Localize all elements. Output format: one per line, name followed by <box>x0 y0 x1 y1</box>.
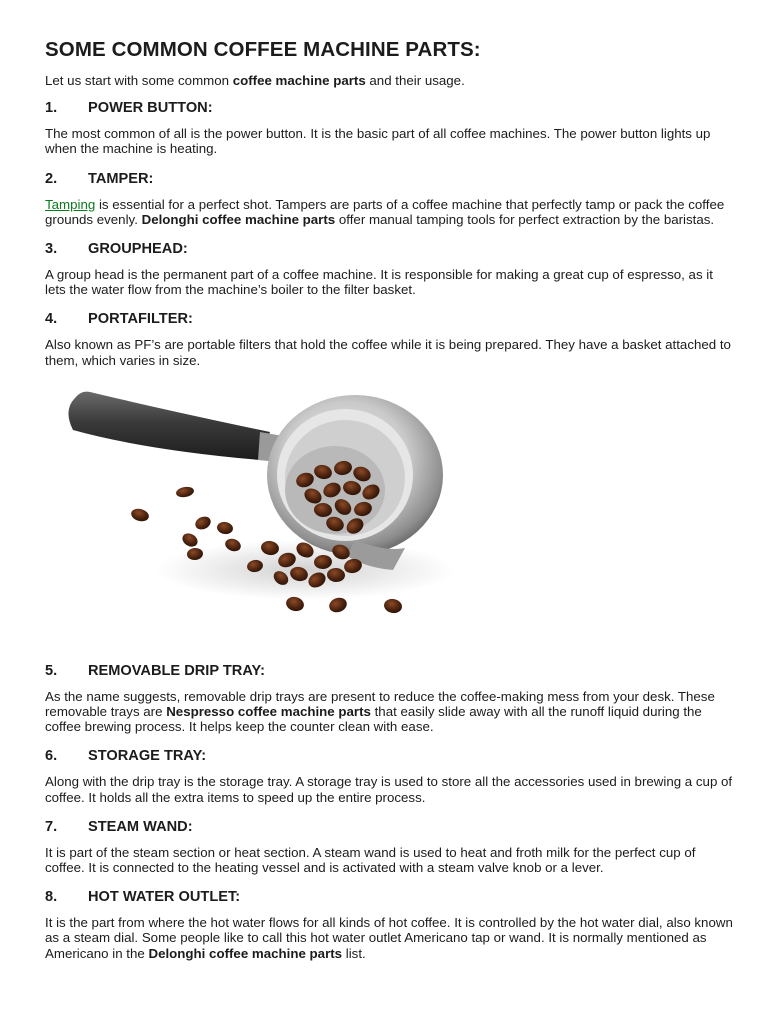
section-bold: Nespresso coffee machine parts <box>166 704 371 720</box>
section-number: 5. <box>45 662 58 679</box>
section-text: It is the part from where the hot water flows for all kinds of hot coffee. It is controlled by the hot water dial, also known as a steam dial. Some people like to call this hot water outlet Americano tap or wand. It is normally mentioned as Americano in the <box>45 915 733 961</box>
section-title: STEAM WAND: <box>88 818 193 835</box>
section-title: TAMPER: <box>88 170 154 187</box>
tamping-link[interactable]: Tamping <box>45 196 96 212</box>
page-title: SOME COMMON COFFEE MACHINE PARTS: <box>45 38 481 61</box>
section-body-power-button: The most common of all is the power button. It is the basic part of all coffee machines. The power button lights up when the machine is heating. <box>45 126 711 157</box>
section-heading-storage-tray <box>45 748 735 764</box>
section-heading-steam-wand <box>45 819 735 835</box>
section-title: STORAGE TRAY: <box>88 748 207 765</box>
section-body-storage-tray: Along with the drip tray is the storage tray. A storage tray is used to store all the accessories used in brewing a cup of coffee. It holds all the extra items to speed up the entire process. <box>45 774 733 805</box>
section-heading-portafilter <box>45 311 735 327</box>
section-number: 7. <box>45 818 58 835</box>
section-text: is essential for a perfect shot. Tampers are parts of a coffee machine that perfectly tamp or pack the coffee grounds evenly. <box>45 196 725 227</box>
document-page <box>45 38 735 975</box>
section-number: 3. <box>45 241 58 258</box>
section-title: POWER BUTTON: <box>88 100 213 117</box>
portafilter-illustration <box>55 380 515 642</box>
section-text: offer manual tamping tools for perfect extraction by the baristas. <box>335 211 715 227</box>
section-text: that easily slide away with all the runoff liquid during the coffee brewing process. It helps keep the counter clean with ease. <box>45 704 702 735</box>
section-text: list. <box>342 945 366 961</box>
intro-text: Let us start with some common <box>45 73 233 88</box>
section-title: GROUPHEAD: <box>88 241 188 258</box>
section-heading-grouphead <box>45 241 735 257</box>
intro-text-end: and their usage. <box>365 73 465 88</box>
intro-bold: coffee machine parts <box>232 73 366 88</box>
portafilter-photo <box>55 380 515 642</box>
section-heading-removable-drip-tray <box>45 663 735 679</box>
section-number: 2. <box>45 170 58 187</box>
section-title: HOT WATER OUTLET: <box>88 889 241 906</box>
section-body-grouphead: A group head is the permanent part of a coffee machine. It is responsible for making a great cup of espresso, as it lets the water flow from the machine’s boiler to the filter basket. <box>45 267 713 298</box>
section-bold: Delonghi coffee machine parts <box>148 945 343 961</box>
section-body-portafilter: Also known as PF’s are portable filters that hold the coffee while it is being prepared. They have a basket attached to them, which varies in size. <box>45 337 731 368</box>
section-bold: Delonghi coffee machine parts <box>141 211 336 227</box>
section-number: 4. <box>45 311 58 328</box>
section-title: REMOVABLE DRIP TRAY: <box>88 662 266 679</box>
section-body-hot-water-outlet <box>45 915 735 961</box>
section-text: As the name suggests, removable drip trays are present to reduce the coffee-making mess from your desk. These removable trays are <box>45 688 715 720</box>
section-body-removable-drip-tray <box>45 689 735 735</box>
section-heading-tamper <box>45 171 735 187</box>
section-number: 1. <box>45 100 58 117</box>
section-body-tamper <box>45 197 735 227</box>
section-number: 6. <box>45 748 58 765</box>
section-number: 8. <box>45 889 58 906</box>
section-body-steam-wand: It is part of the steam section or heat section. A steam wand is used to heat and froth milk for the perfect cup of coffee. It is connected to the heating vessel and is activated with a steam valve knob or a lever. <box>45 844 696 876</box>
section-heading-hot-water-outlet <box>45 889 735 905</box>
intro-paragraph <box>45 73 735 88</box>
section-title: PORTAFILTER: <box>88 311 193 328</box>
section-heading-power-button <box>45 100 735 116</box>
